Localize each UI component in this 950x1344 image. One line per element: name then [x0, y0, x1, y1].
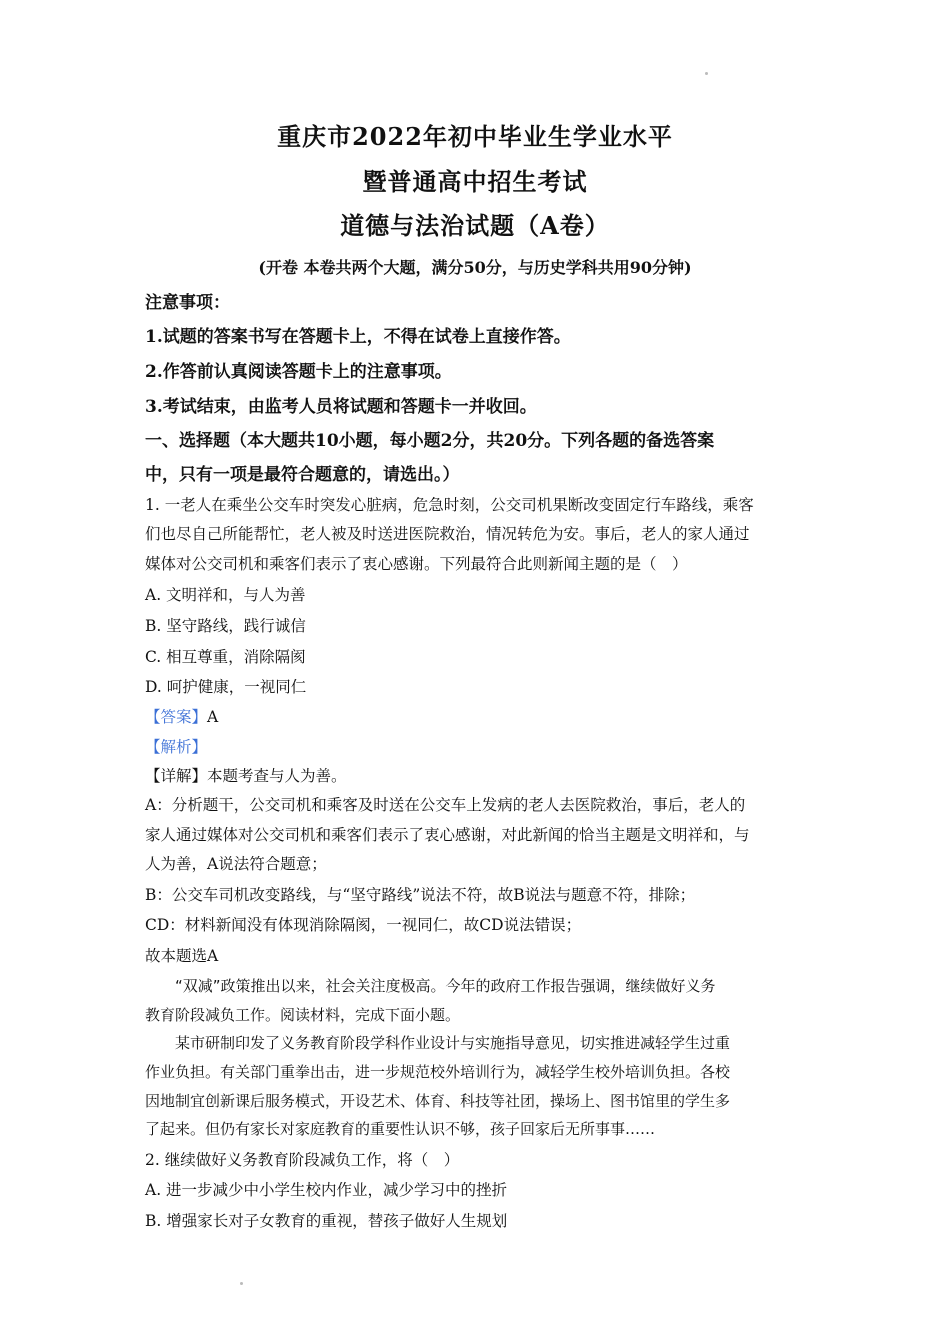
q2-option-b: B. 增强家长对子女教育的重视，替孩子做好人生规划 — [145, 1212, 508, 1230]
scan-dot — [240, 1282, 243, 1285]
q1-option-a: A. 文明祥和，与人为善 — [145, 586, 306, 604]
material-line: 因地制宜创新课后服务模式，开设艺术、体育、科技等社团，操场上、图书馆里的学生多 — [145, 1092, 731, 1110]
notice-heading: 注意事项： — [145, 293, 230, 313]
q1-detail-line: 家人通过媒体对公交司机和乘客们表示了衷心感谢，对此新闻的恰当主题是文明祥和，与 — [145, 826, 750, 844]
q1-detail-line: 故本题选A — [145, 947, 219, 965]
q1-stem-line: 1. 一老人在乘坐公交车时突发心脏病，危急时刻，公交司机果断改变固定行车路线，乘客 — [145, 496, 754, 514]
q1-detail-line: CD：材料新闻没有体现消除隔阂，一视同仁，故CD说法错误； — [145, 916, 582, 934]
material-line: 了起来。但仍有家长对家庭教育的重要性认识不够，孩子回家后无所事事…… — [145, 1120, 656, 1138]
material-line: 某市研制印发了义务教育阶段学科作业设计与实施指导意见，切实推进减轻学生过重 — [175, 1034, 731, 1052]
exam-title-line3: 道德与法治试题（A卷） — [340, 211, 610, 240]
material-line: 作业负担。有关部门重拳出击，进一步规范校外培训行为，减轻学生校外培训负担。各校 — [145, 1063, 731, 1081]
material-line: 教育阶段减负工作。阅读材料，完成下面小题。 — [145, 1006, 461, 1024]
q1-detail-line: B：公交车司机改变路线，与“坚守路线”说法不符，故B说法与题意不符，排除； — [145, 886, 696, 904]
q2-stem: 2. 继续做好义务教育阶段减负工作，将（ ） — [145, 1151, 460, 1169]
answer-tag: 【答案】 — [145, 708, 208, 726]
notice-item: 2.作答前认真阅读答题卡上的注意事项。 — [145, 362, 452, 382]
q2-option-a: A. 进一步减少中小学生校内作业，减少学习中的挫折 — [145, 1181, 508, 1199]
exam-title-line1: 重庆市2022年初中毕业生学业水平 — [277, 122, 673, 151]
exam-subtitle: (开卷 本卷共两个大题，满分50分，与历史学科共用90分钟) — [258, 258, 692, 277]
section-heading: 一、选择题（本大题共10小题，每小题2分，共20分。下列各题的备选答案 — [145, 431, 715, 451]
material-line: “双减”政策推出以来，社会关注度极高。今年的政府工作报告强调，继续做好义务 — [175, 977, 716, 995]
scan-dot — [705, 72, 708, 75]
q1-detail-line: 人为善，A说法符合题意； — [145, 855, 327, 873]
q1-option-c: C. 相互尊重，消除隔阂 — [145, 648, 306, 666]
answer-value: A — [207, 708, 219, 726]
q1-option-b: B. 坚守路线，践行诚信 — [145, 617, 306, 635]
notice-item: 1.试题的答案书写在答题卡上，不得在试卷上直接作答。 — [145, 327, 571, 347]
q1-detail-line: A：分析题干，公交司机和乘客及时送在公交车上发病的老人去医院救治，事后，老人的 — [145, 796, 746, 814]
section-heading-cont: 中，只有一项是最符合题意的，请选出。） — [145, 465, 460, 485]
q1-option-d: D. 呵护健康，一视同仁 — [145, 678, 307, 696]
notice-item: 3.考试结束，由监考人员将试题和答题卡一并收回。 — [145, 397, 537, 417]
q1-stem-line: 们也尽自己所能帮忙，老人被及时送进医院救治，情况转危为安。事后，老人的家人通过 — [145, 525, 750, 543]
q1-answer — [145, 705, 805, 727]
q1-stem-line: 媒体对公交司机和乘客们表示了衷心感谢。下列最符合此则新闻主题的是（ ） — [145, 555, 688, 573]
exam-title-line2: 暨普通高中招生考试 — [362, 167, 588, 196]
q1-detail-line: 【详解】本题考查与人为善。 — [145, 767, 347, 785]
analysis-tag: 【解析】 — [145, 738, 208, 756]
